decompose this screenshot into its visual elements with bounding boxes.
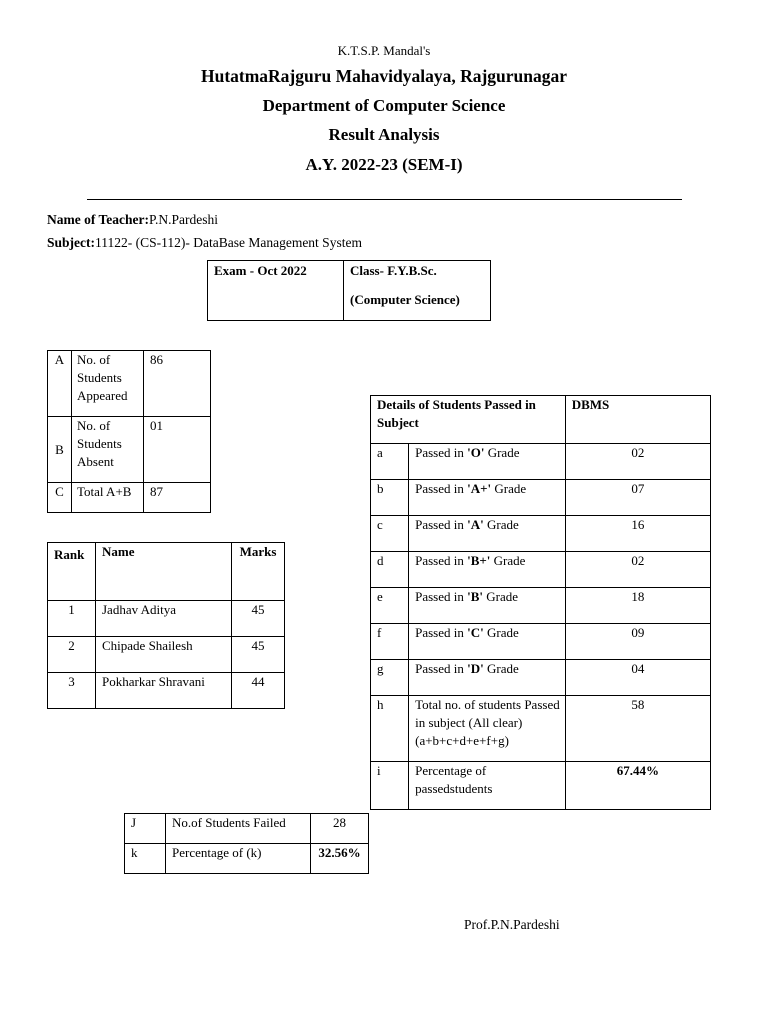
grade-label: Passed in 'A+' Grade [409,480,566,516]
attendance-table [47,350,211,513]
table-row [48,673,285,709]
row-id: C [48,483,72,513]
class-line-2: (Computer Science) [350,292,460,307]
failed-value: 28 [311,814,369,844]
table-row [48,483,211,513]
teacher-label: Name of Teacher: [47,212,149,227]
grade-label: Passed in 'B' Grade [409,588,566,624]
name-cell: Chipade Shailesh [96,637,232,673]
exam-class-table [207,260,491,321]
row-id: a [371,444,409,480]
subject-value: 11122- (CS-112)- DataBase Management System [95,235,362,250]
rank-header: Rank [48,543,96,601]
rank-cell: 2 [48,637,96,673]
total-label: Total no. of students Passed in subject (All clear) (a+b+c+d+e+f+g) [409,696,566,762]
row-id: f [371,624,409,660]
grade-label: Passed in 'A' Grade [409,516,566,552]
grade-name: 'B+' [467,553,491,568]
row-id: k [125,844,166,874]
dbms-header: DBMS [565,396,710,444]
failed-label: No.of Students Failed [166,814,311,844]
percentage-value: 67.44% [565,762,710,810]
table-row [371,660,711,696]
marks-cell: 45 [232,601,285,637]
rank-cell: 3 [48,673,96,709]
name-cell: Pokharkar Shravani [96,673,232,709]
row-id: g [371,660,409,696]
table-row [48,351,211,417]
table-header-row [371,396,711,444]
college-name: HutatmaRajguru Mahavidyalaya, Rajgurunagar [200,66,568,86]
grade-name: 'C' [467,625,484,640]
department-name: Department of Computer Science [262,96,506,115]
row-id: h [371,696,409,762]
failed-table [124,813,369,874]
table-row [371,516,711,552]
failed-percentage-label: Percentage of (k) [166,844,311,874]
table-header-row [48,543,285,601]
name-header: Name [96,543,232,601]
marks-cell: 44 [232,673,285,709]
subject-line [47,235,362,251]
row-id: A [48,351,72,417]
grade-label: Passed in 'O' Grade [409,444,566,480]
row-label: Total A+B [72,483,144,513]
grade-count: 18 [565,588,710,624]
row-id: c [371,516,409,552]
class-line-1: Class- F.Y.B.Sc. [350,263,437,278]
grade-count: 09 [565,624,710,660]
subject-label: Subject: [47,235,95,250]
row-id: i [371,762,409,810]
total-value: 58 [565,696,710,762]
row-value: 01 [144,417,211,483]
academic-year: A.Y. 2022-23 (SEM-I) [305,155,463,174]
grade-name: 'O' [467,445,485,460]
grade-count: 02 [565,552,710,588]
table-row [371,762,711,810]
class-cell [344,261,491,321]
percentage-label: Percentage of passedstudents [409,762,566,810]
marks-cell: 45 [232,637,285,673]
passed-details-table [370,395,711,810]
teacher-value: P.N.Pardeshi [148,212,218,227]
header-divider [87,199,682,200]
table-row [125,814,369,844]
document-title: Result Analysis [328,125,440,144]
grade-label: Passed in 'B+' Grade [409,552,566,588]
table-row [48,601,285,637]
failed-percentage-value: 32.56% [311,844,369,874]
grade-name: 'A+' [467,481,492,496]
mandal-name: K.T.S.P. Mandal's [337,43,431,58]
row-value: 86 [144,351,211,417]
grade-label: Passed in 'D' Grade [409,660,566,696]
teacher-line [47,212,218,228]
table-row [48,417,211,483]
grade-count: 16 [565,516,710,552]
row-label: No. of Students Appeared [72,351,144,417]
row-id: e [371,588,409,624]
row-id: J [125,814,166,844]
grade-name: 'B' [467,589,484,604]
grade-name: 'A' [467,517,484,532]
row-id: d [371,552,409,588]
table-row [371,588,711,624]
grade-count: 02 [565,444,710,480]
row-label: No. of Students Absent [72,417,144,483]
name-cell: Jadhav Aditya [96,601,232,637]
table-row [371,552,711,588]
row-value: 87 [144,483,211,513]
table-row [371,696,711,762]
grade-name: 'D' [467,661,484,676]
table-row [48,637,285,673]
row-id: b [371,480,409,516]
table-row [371,624,711,660]
row-id: B [48,417,72,483]
table-row [371,480,711,516]
toppers-table [47,542,285,709]
signature: Prof.P.N.Pardeshi [464,917,560,932]
rank-cell: 1 [48,601,96,637]
table-row [125,844,369,874]
exam-cell: Exam - Oct 2022 [208,261,344,321]
table-row [371,444,711,480]
grade-label: Passed in 'C' Grade [409,624,566,660]
grade-count: 07 [565,480,710,516]
grade-count: 04 [565,660,710,696]
marks-header: Marks [232,543,285,601]
details-header: Details of Students Passed in Subject [371,396,566,444]
